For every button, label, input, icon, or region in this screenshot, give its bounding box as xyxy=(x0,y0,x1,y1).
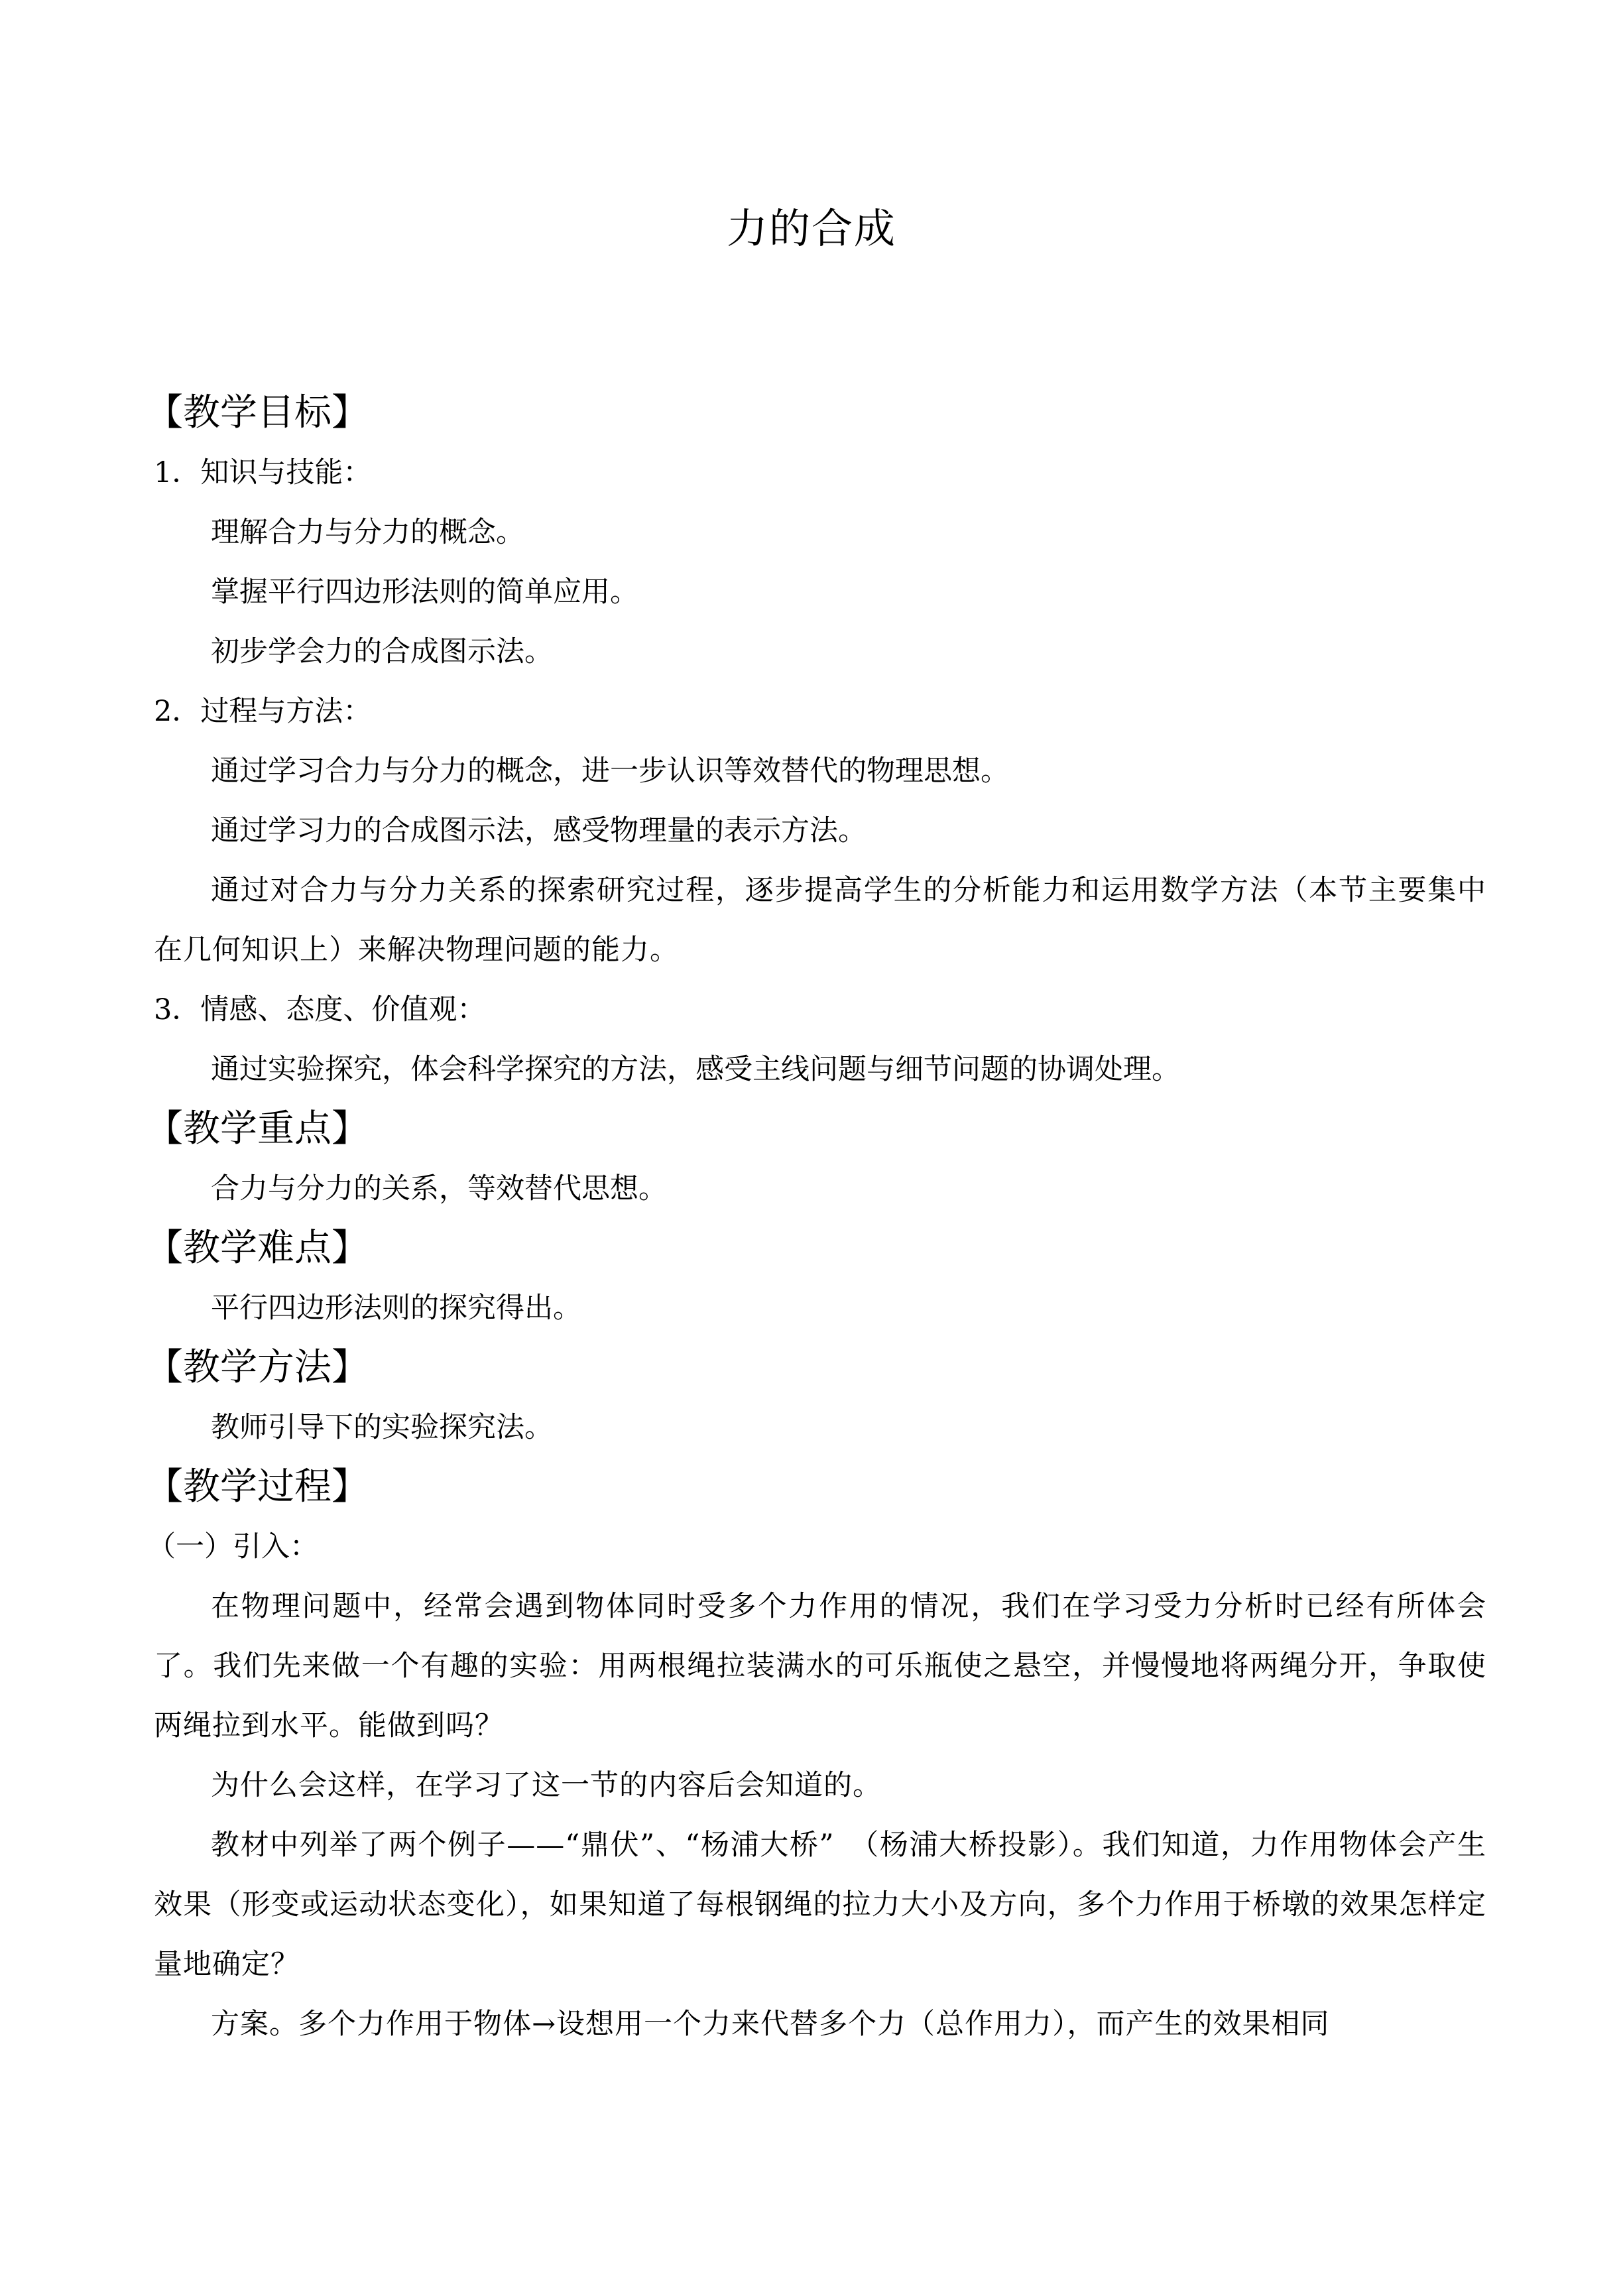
document-body xyxy=(146,383,1486,2054)
process-paragraph: 在物理问题中，经常会遇到物体同时受多个力作用的情况，我们在学习受力分析时已经有所体会了。我们先来做一个有趣的实验：用两根绳拉装满水的可乐瓶使之悬空，并慢慢地将两绳分开，争取使两绳拉到水平。能做到吗？ xyxy=(154,1590,1486,1742)
section-heading-difficulties: 【教学难点】 xyxy=(146,1227,369,1270)
difficulties-text: 平行四边形法则的探究得出。 xyxy=(211,1292,581,1325)
objective-line: 理解合力与分力的概念。 xyxy=(211,516,524,549)
section-heading-methods: 【教学方法】 xyxy=(146,1346,369,1389)
section-heading-process: 【教学过程】 xyxy=(146,1465,369,1508)
objective-line: 通过学习力的合成图示法，感受物理量的表示方法。 xyxy=(211,814,867,847)
objective-line: 通过学习合力与分力的概念，进一步认识等效替代的物理思想。 xyxy=(211,755,1009,788)
objective-line: 初步学会力的合成图示法。 xyxy=(211,635,553,668)
key-points-text: 合力与分力的关系，等效替代思想。 xyxy=(211,1172,667,1205)
objective-line: 通过实验探究，体会科学探究的方法，感受主线问题与细节问题的协调处理。 xyxy=(211,1053,1180,1086)
objective-item-3-label: 3．情感、态度、价值观： xyxy=(154,993,486,1026)
process-paragraph: 为什么会这样，在学习了这一节的内容后会知道的。 xyxy=(211,1769,882,1802)
objective-paragraph: 通过对合力与分力关系的探索研究过程，逐步提高学生的分析能力和运用数学方法（本节主要集中在几何知识上）来解决物理问题的能力。 xyxy=(154,874,1486,967)
methods-text: 教师引导下的实验探究法。 xyxy=(211,1411,553,1444)
process-paragraph: 教材中列举了两个例子——“鼎伏”、“杨浦大桥” （杨浦大桥投影）。我们知道，力作用物体会产生效果（形变或运动状态变化），如果知道了每根钢绳的拉力大小及方向，多个力作用于桥墩的效果怎样定量地确定？ xyxy=(154,1829,1486,1981)
section-heading-key-points: 【教学重点】 xyxy=(146,1107,369,1150)
objective-item-2-label: 2．过程与方法： xyxy=(154,695,372,728)
document-title: 力的合成 xyxy=(726,204,896,253)
section-heading-objectives: 【教学目标】 xyxy=(146,391,369,434)
process-paragraph: 方案。多个力作用于物体→设想用一个力来代替多个力（总作用力），而产生的效果相同 xyxy=(211,2008,1330,2041)
process-subsection-label: （一）引入： xyxy=(147,1530,318,1563)
objective-line: 掌握平行四边形法则的简单应用。 xyxy=(211,575,638,609)
objective-item-1-label: 1．知识与技能： xyxy=(154,456,372,489)
